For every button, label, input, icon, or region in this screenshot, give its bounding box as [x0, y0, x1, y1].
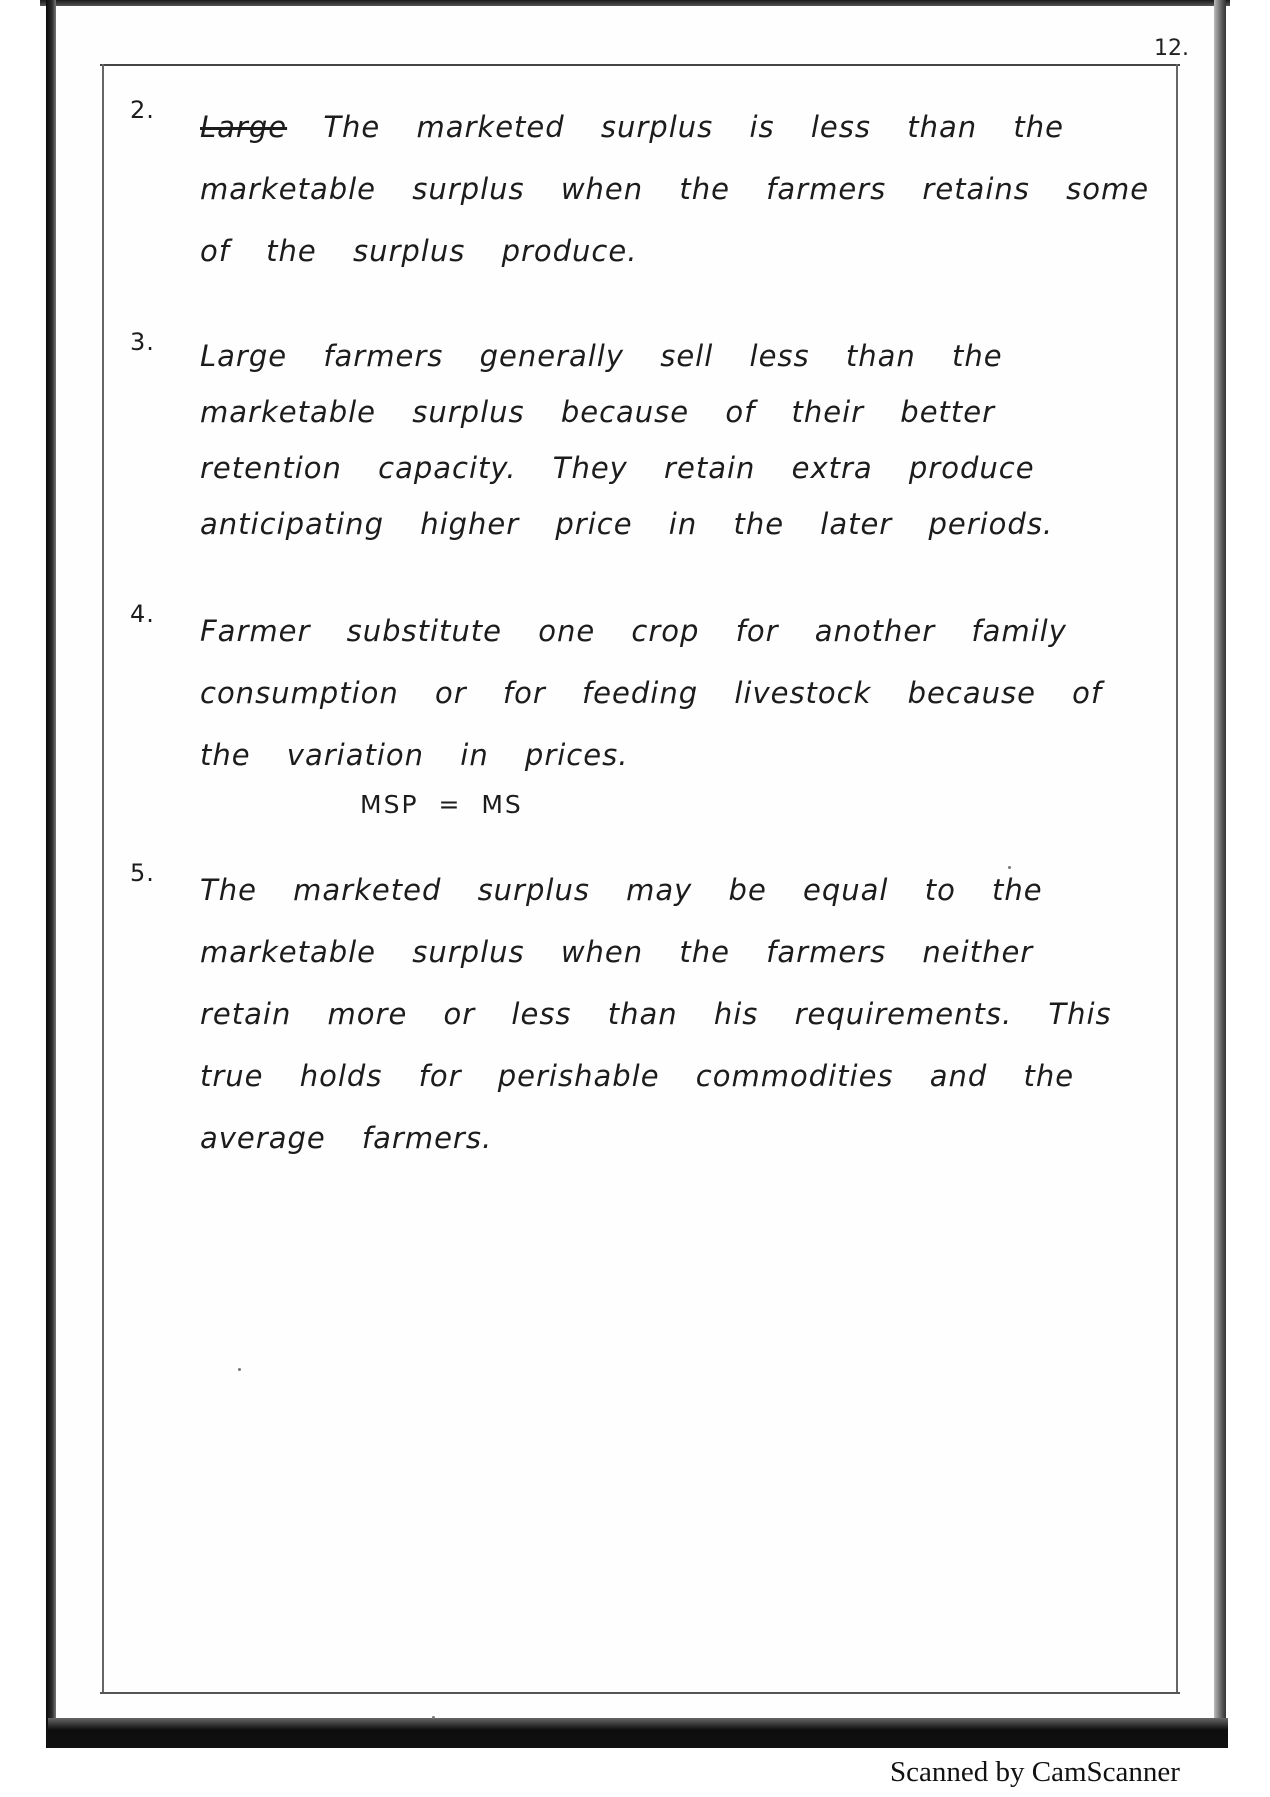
point-4 — [130, 600, 1150, 786]
scan-edge-left — [46, 0, 56, 1748]
point-number: 2. — [130, 96, 155, 124]
margin-rule-bottom — [100, 1692, 1180, 1694]
point-5 — [130, 859, 1150, 1169]
point-text: The marketed surplus may be equal to the marketable surplus when the farmers neither retain more or less than his requirements. This true holds for perishable commodities and the average farmers. — [200, 873, 1112, 1155]
scan-speck — [1008, 866, 1011, 869]
scan-speck — [238, 1368, 241, 1371]
point-text: Farmer substitute one crop for another family consumption or for feeding livestock because of the variation in prices. — [200, 614, 1103, 772]
scanner-watermark: Scanned by CamScanner — [890, 1756, 1180, 1788]
margin-rule-top — [100, 64, 1180, 66]
page-number: 12. — [1154, 36, 1189, 61]
handwritten-notes — [130, 96, 1150, 1169]
point-body: The marketed surplus is less than the marketable surplus when the farmers retains some of the surplus produce. — [200, 110, 1150, 268]
point-text: Large farmers generally sell less than the marketable surplus because of their better retention capacity. They retain extra produce anticipating higher price in the later periods. — [200, 339, 1054, 541]
margin-rule-right — [1176, 64, 1178, 1692]
point-number: 3. — [130, 328, 155, 356]
scan-edge-bottom — [48, 1718, 1228, 1748]
scan-speck — [432, 1716, 435, 1719]
formula: MSP = MS — [360, 790, 523, 819]
point-number: 4. — [130, 600, 155, 628]
point-text — [200, 96, 1150, 282]
struck-out-word: Large — [200, 110, 288, 144]
scan-edge-right — [1214, 0, 1226, 1748]
point-number: 5. — [130, 859, 155, 887]
point-2 — [130, 96, 1150, 282]
point-3 — [130, 328, 1150, 552]
margin-rule-left — [102, 64, 104, 1692]
